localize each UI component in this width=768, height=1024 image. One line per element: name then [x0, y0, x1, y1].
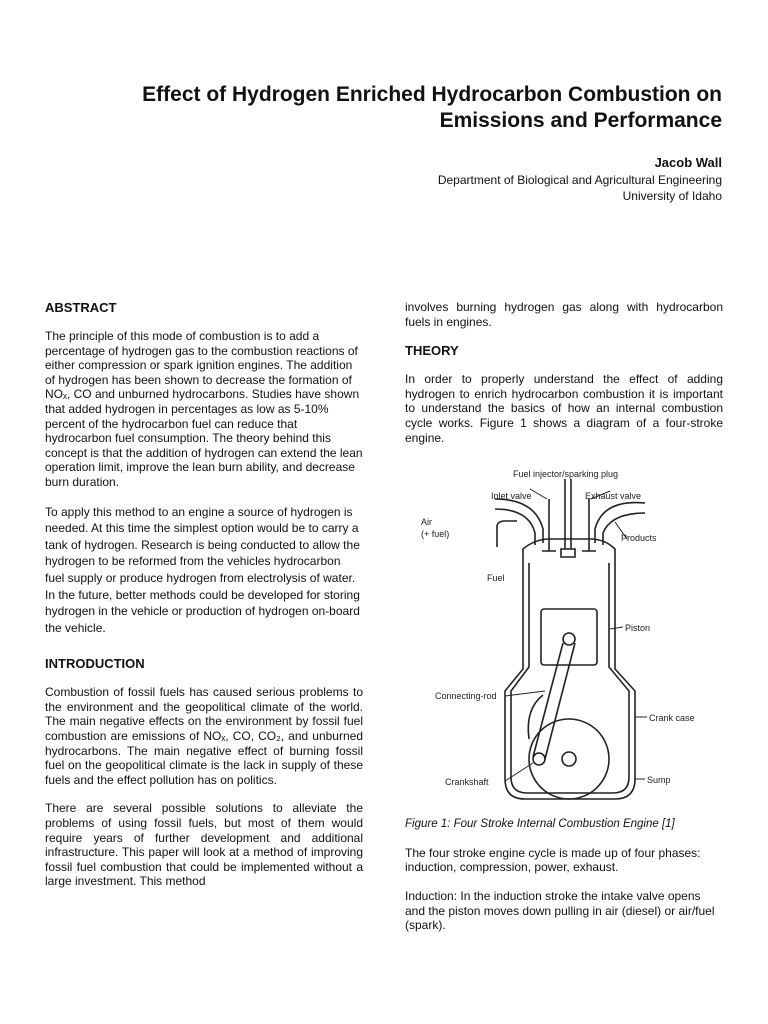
- introduction-heading: INTRODUCTION: [45, 656, 145, 672]
- abstract-paragraph-2: To apply this method to an engine a source of hydrogen is needed. At this time the simplest option would be to carry a tank of hydrogen. Research is being conducted to allow the hydrogen to be reformed from the vehicles hydrocarbon fuel supply or produce hydrogen from electrolysis of water. In the future, better methods could be developed for storing hydrogen in the vehicle or production of hydrogen on-board the vehicle.: [45, 504, 360, 635]
- theory-paragraph-3: Induction: In the induction stroke the intake valve opens and the piston moves down pulling in air (diesel) or air/fuel (spark).: [405, 888, 715, 933]
- label-injector: Fuel injector/sparking plug: [513, 469, 619, 480]
- theory-paragraph-1: In order to properly understand the effect of adding hydrogen to enrich hydrocarbon combustion it is important to understand the basics of how an internal combustion cycle works. Figure 1 shows a diagram of a four-stroke engine.: [405, 372, 723, 445]
- introduction-paragraph-2: There are several possible solutions to alleviate the problems of using fossil fuels, but most of them would require years of further development and additional infrastructure. This paper will look at a method of improving fossil fuel combustion that could be implemented without a large investment. This method: [45, 801, 363, 889]
- left-column: [45, 300, 363, 903]
- continuation-paragraph: involves burning hydrogen gas along with hydrocarbon fuels in engines.: [405, 300, 723, 329]
- label-crankcase: Crank case: [649, 713, 695, 724]
- engine-diagram: [405, 459, 723, 811]
- theory-paragraph-2: The four stroke engine cycle is made up of four phases: induction, compression, power, exhaust.: [405, 845, 701, 875]
- theory-heading: THEORY: [405, 343, 459, 359]
- figure-caption: Figure 1: Four Stroke Internal Combustion Engine [1]: [405, 818, 675, 831]
- label-air: Air: [421, 517, 432, 528]
- right-column: [405, 300, 723, 947]
- author-name: Jacob Wall: [654, 155, 722, 170]
- paper-title: Effect of Hydrogen Enriched Hydrocarbon Combustion on Emissions and Performance: [142, 83, 722, 132]
- label-products: Products: [621, 533, 657, 544]
- introduction-paragraph-1: Combustion of fossil fuels has caused serious problems to the environment and the geopolitical climate of the world. The main negative effects on the environment by fossil fuel combustion are emissions of NOₓ, CO, CO₂, and unburned hydrocarbons. The main negative effect of burning fossil fuel on the geopolitical climate is the lack in supply of these fuels and the effect pollution has on politics.: [45, 685, 363, 787]
- author-block: [438, 154, 722, 204]
- abstract-heading: ABSTRACT: [45, 300, 117, 315]
- label-rod: Connecting-rod: [435, 691, 497, 702]
- label-sump: Sump: [647, 775, 671, 786]
- university: University of Idaho: [622, 189, 722, 203]
- department: Department of Biological and Agricultural Engineering: [437, 173, 722, 187]
- label-air-fuel: (+ fuel): [421, 529, 450, 540]
- label-piston: Piston: [625, 623, 651, 634]
- label-fuel: Fuel: [487, 573, 505, 584]
- label-inlet: Inlet valve: [491, 491, 532, 502]
- label-exhaust: Exhaust valve: [585, 491, 642, 502]
- abstract-paragraph-1: The principle of this mode of combustion is to add a percentage of hydrogen gas to the combustion reactions of either compression or spark ignition engines. The addition of hydrogen has been shown to decrease the formation of NOₓ, CO and unburned hydrocarbons. Studies have shown that added hydrogen in percentages as low as 5-10% percent of the hydrocarbon fuel can reduce that hydrocarbon fuel consumption. The theory behind this concept is that the addition of hydrogen can extend the lean operation limit, improve the lean burn ability, and decrease burn duration.: [45, 329, 363, 489]
- label-crankshaft: Crankshaft: [445, 777, 489, 788]
